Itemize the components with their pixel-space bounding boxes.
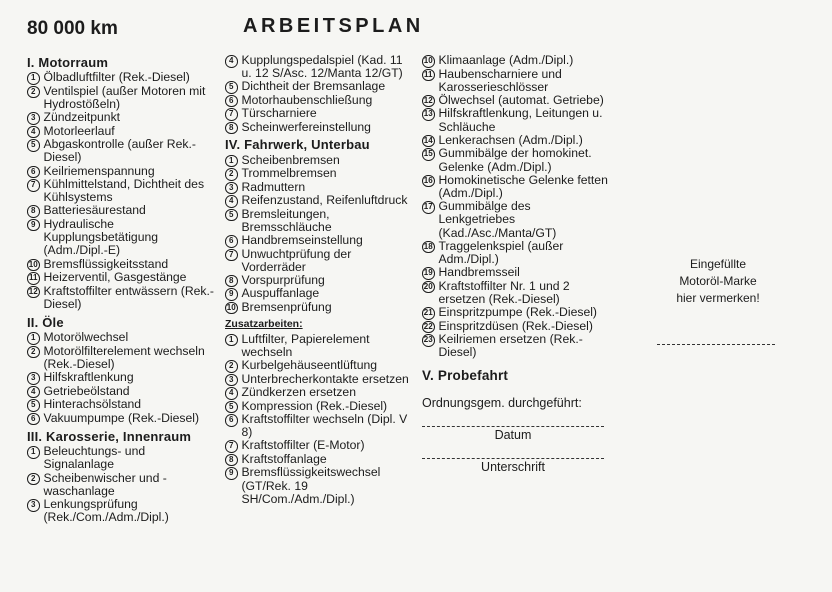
list-item — [27, 85, 217, 111]
list-item — [225, 439, 412, 453]
list-item — [225, 386, 412, 400]
item-number: 14 — [422, 135, 435, 148]
item-text: Kraftstoffilter entwässern (Rek.-Diesel) — [43, 283, 214, 311]
list-item — [422, 333, 608, 359]
item-text: Traggelenkspiel (außer Adm./Dipl.) — [438, 238, 564, 266]
item-number: 2 — [27, 473, 40, 486]
oil-note-line-1: Eingefüllte — [689, 257, 747, 271]
item-number: 10 — [422, 55, 435, 68]
item-number: 8 — [225, 454, 238, 467]
list-item — [225, 80, 412, 94]
item-text: Radmuttern — [241, 179, 306, 194]
item-number: 6 — [27, 413, 40, 426]
item-text: Einspritzdüsen (Rek.-Diesel) — [438, 318, 593, 333]
item-number: 11 — [422, 69, 435, 82]
item-number: 19 — [422, 267, 435, 280]
list-item — [225, 453, 412, 467]
item-text: Dichtheit der Bremsanlage — [241, 79, 386, 94]
list-item — [422, 240, 608, 266]
list-item — [27, 412, 217, 426]
item-text: Kurbelgehäuseentlüftung — [241, 358, 378, 373]
signature-caption: Unterschrift — [481, 460, 545, 475]
item-number: 11 — [27, 272, 40, 285]
list-karosserie-cont — [225, 54, 412, 134]
list-item — [225, 287, 412, 301]
item-number: 5 — [225, 401, 238, 414]
item-text: Kraftstoffilter (E-Motor) — [241, 438, 365, 453]
list-item — [225, 248, 412, 274]
list-item — [225, 333, 412, 359]
item-number: 4 — [225, 195, 238, 208]
list-item — [27, 218, 217, 258]
list-item — [422, 200, 608, 240]
list-item — [27, 125, 217, 139]
list-item — [225, 194, 412, 208]
item-text: Motorleerlauf — [43, 123, 115, 138]
list-item — [225, 54, 412, 80]
item-number: 2 — [27, 86, 40, 99]
list-item — [27, 398, 217, 412]
item-text: Zündkerzen ersetzen — [241, 385, 356, 400]
section-heading-zusatzarbeiten: Zusatzarbeiten: — [225, 318, 303, 331]
section-heading-oele: II. Öle — [27, 314, 64, 330]
item-text: Vakuumpumpe (Rek.-Diesel) — [43, 410, 200, 425]
list-item — [422, 320, 608, 334]
item-number: 5 — [27, 399, 40, 412]
item-text: Motorhaubenschließung — [241, 92, 373, 107]
item-text: Lenkungsprüfung (Rek./Com./Adm./Dipl.) — [43, 497, 169, 525]
item-number: 5 — [27, 139, 40, 152]
oil-note-line-2: Motoröl-Marke — [679, 274, 757, 288]
item-text: Kraftstoffilter wechseln (Dipl. V 8) — [241, 412, 408, 440]
item-number: 20 — [422, 281, 435, 294]
item-number: 13 — [422, 108, 435, 121]
item-number: 10 — [225, 302, 238, 315]
list-item — [27, 445, 217, 471]
list-item — [225, 413, 412, 439]
item-text: Heizerventil, Gasgestänge — [43, 270, 187, 285]
list-item — [225, 181, 412, 195]
signature-line — [422, 458, 604, 459]
item-text: Keilriemen ersetzen (Rek.-Diesel) — [438, 332, 583, 360]
item-text: Trommelbremsen — [241, 166, 337, 181]
list-item — [225, 154, 412, 168]
column-2 — [225, 54, 412, 506]
item-number: 4 — [225, 387, 238, 400]
item-number: 7 — [27, 179, 40, 192]
item-number: 1 — [225, 155, 238, 168]
item-text: Einspritzpumpe (Rek.-Diesel) — [438, 305, 597, 320]
item-number: 3 — [225, 182, 238, 195]
item-text: Reifenzustand, Reifenluftdruck — [241, 193, 408, 208]
list-item — [225, 208, 412, 234]
item-number: 2 — [225, 168, 238, 181]
item-number: 3 — [27, 112, 40, 125]
date-line — [422, 426, 604, 427]
item-number: 8 — [225, 275, 238, 288]
list-item — [27, 178, 217, 204]
list-item — [422, 54, 608, 68]
list-item — [225, 234, 412, 248]
item-number: 2 — [27, 346, 40, 359]
list-item — [225, 107, 412, 121]
item-number: 12 — [422, 95, 435, 108]
list-item — [27, 71, 217, 85]
item-text: Abgaskontrolle (außer Rek.-Diesel) — [43, 137, 196, 165]
list-zusatzarbeiten — [225, 333, 412, 506]
item-number: 6 — [27, 166, 40, 179]
item-number: 9 — [27, 219, 40, 232]
item-number: 18 — [422, 241, 435, 254]
oil-brand-note — [658, 256, 778, 307]
item-text: Türscharniere — [241, 106, 317, 121]
date-caption: Datum — [494, 427, 532, 442]
list-item — [27, 204, 217, 218]
list-item — [27, 371, 217, 385]
oil-note-line-3: hier vermerken! — [676, 291, 760, 305]
column-3 — [422, 54, 608, 474]
item-number: 7 — [225, 440, 238, 453]
item-number: 9 — [225, 288, 238, 301]
list-karosserie — [27, 445, 217, 524]
item-number: 3 — [27, 372, 40, 385]
list-item — [27, 472, 217, 498]
item-text: Unterbrecherkontakte ersetzen — [241, 371, 409, 386]
mileage-heading: 80 000 km — [27, 18, 118, 39]
item-number: 10 — [27, 259, 40, 272]
list-oele — [27, 331, 217, 425]
list-item — [422, 306, 608, 320]
item-number: 23 — [422, 334, 435, 347]
column-1 — [27, 54, 217, 524]
item-text: Unwuchtprüfung der Vorderräder — [241, 246, 352, 274]
item-number: 16 — [422, 175, 435, 188]
item-number: 4 — [225, 55, 238, 68]
item-text: Motorölwechsel — [43, 330, 129, 345]
item-text: Keilriemenspannung — [43, 163, 155, 178]
item-text: Lenkerachsen (Adm./Dipl.) — [438, 132, 583, 147]
item-text: Bremsflüssigkeitsstand — [43, 256, 169, 271]
list-item — [27, 285, 217, 311]
item-text: Kraftstoffilter Nr. 1 und 2 ersetzen (Rek.-Diesel) — [438, 278, 570, 306]
item-text: Handbremsseil — [438, 265, 520, 280]
list-item — [422, 94, 608, 108]
item-number: 4 — [27, 386, 40, 399]
list-item — [422, 107, 608, 133]
item-text: Ölwechsel (automat. Getriebe) — [438, 92, 604, 107]
item-text: Hilfskraftlenkung, Leitungen u. Schläuche — [438, 106, 603, 134]
list-fahrwerk — [225, 154, 412, 315]
item-number: 5 — [225, 81, 238, 94]
item-number: 7 — [225, 249, 238, 262]
item-text: Motorölfilterelement wechseln (Rek.-Diesel) — [43, 343, 205, 371]
list-item — [27, 165, 217, 179]
item-number: 5 — [225, 209, 238, 222]
item-text: Hinterachsölstand — [43, 397, 142, 412]
item-text: Scheinwerfereinstellung — [241, 119, 371, 134]
item-text: Hilfskraftlenkung — [43, 370, 134, 385]
list-item — [27, 331, 217, 345]
item-number: 4 — [27, 126, 40, 139]
list-item — [27, 138, 217, 164]
item-text: Scheibenwischer und -waschanlage — [43, 470, 167, 498]
section-heading-motorraum: I. Motorraum — [27, 55, 109, 70]
list-item — [225, 301, 412, 315]
item-number: 21 — [422, 307, 435, 320]
page-title: ARBEITSPLAN — [243, 15, 424, 37]
item-text: Bremsenprüfung — [241, 299, 332, 314]
list-motorraum — [27, 71, 217, 311]
item-text: Getriebeölstand — [43, 383, 130, 398]
item-number: 8 — [27, 205, 40, 218]
item-number: 15 — [422, 148, 435, 161]
item-text: Ventilspiel (außer Motoren mit Hydrostößeln) — [43, 83, 206, 111]
item-number: 1 — [27, 332, 40, 345]
list-item — [225, 466, 412, 506]
item-text: Ölbadluftfilter (Rek.-Diesel) — [43, 70, 190, 85]
sign-label: Ordnungsgem. durchgeführt: — [422, 395, 582, 410]
list-item — [225, 94, 412, 108]
list-item — [225, 359, 412, 373]
list-item — [422, 174, 608, 200]
item-text: Zündzeitpunkt — [43, 110, 121, 125]
item-text: Kupplungspedalspiel (Kad. 11 u. 12 S/Asc. 12/Manta 12/GT) — [241, 53, 403, 81]
section-heading-karosserie: III. Karosserie, Innenraum — [27, 429, 192, 445]
item-text: Scheibenbremsen — [241, 152, 340, 167]
list-item — [225, 400, 412, 414]
item-number: 22 — [422, 321, 435, 334]
item-text: Hydraulische Kupplungsbetätigung (Adm./Dipl.-E) — [43, 216, 159, 258]
item-number: 2 — [225, 360, 238, 373]
item-text: Luftfilter, Papierelement wechseln — [241, 331, 370, 359]
list-item — [225, 373, 412, 387]
list-item — [27, 498, 217, 524]
list-item — [27, 385, 217, 399]
list-item — [422, 147, 608, 173]
list-item — [422, 134, 608, 148]
list-item — [422, 280, 608, 306]
section-heading-fahrwerk: IV. Fahrwerk, Unterbau — [225, 137, 370, 153]
item-number: 9 — [225, 467, 238, 480]
item-number: 1 — [27, 72, 40, 85]
section-heading-probefahrt: V. Probefahrt — [422, 368, 509, 384]
item-text: Handbremseinstellung — [241, 233, 363, 248]
item-text: Haubenscharniere und Karosserieschlösser — [438, 66, 562, 94]
list-item — [422, 266, 608, 280]
item-number: 3 — [225, 374, 238, 387]
list-item — [422, 68, 608, 94]
list-item — [27, 258, 217, 272]
item-text: Bremsleitungen, Bremsschläuche — [241, 206, 332, 234]
item-number: 3 — [27, 499, 40, 512]
item-text: Bremsflüssigkeitswechsel (GT/Rek. 19 SH/Com./Adm./Dipl.) — [241, 465, 381, 506]
list-zusatzarbeiten-cont — [422, 54, 608, 359]
item-text: Kühlmittelstand, Dichtheit des Kühlsystems — [43, 177, 205, 205]
item-number: 7 — [225, 108, 238, 121]
item-text: Klimaanlage (Adm./Dipl.) — [438, 53, 574, 67]
oil-brand-line — [657, 344, 775, 345]
item-text: Beleuchtungs- und Signalanlage — [43, 444, 146, 472]
item-number: 8 — [225, 122, 238, 135]
item-text: Gummibälge der homokinet. Gelenke (Adm./Dipl.) — [438, 146, 592, 174]
item-number: 1 — [27, 446, 40, 459]
item-text: Batteriesäurestand — [43, 203, 146, 218]
list-item — [225, 167, 412, 181]
item-number: 6 — [225, 235, 238, 248]
item-text: Gummibälge des Lenkgetriebes (Kad./Asc./Manta/GT) — [438, 199, 557, 240]
item-number: 12 — [27, 286, 40, 299]
list-item — [27, 111, 217, 125]
list-item — [27, 271, 217, 285]
item-text: Vorspurprüfung — [241, 272, 325, 287]
item-number: 1 — [225, 334, 238, 347]
item-number: 6 — [225, 95, 238, 108]
list-item — [225, 274, 412, 288]
item-text: Auspuffanlage — [241, 286, 320, 301]
item-text: Homokinetische Gelenke fetten (Adm./Dipl.) — [438, 172, 608, 200]
item-text: Kraftstoffanlage — [241, 451, 327, 466]
item-number: 6 — [225, 414, 238, 427]
item-number: 17 — [422, 201, 435, 214]
list-item — [225, 121, 412, 135]
item-text: Kompression (Rek.-Diesel) — [241, 398, 388, 413]
list-item — [27, 345, 217, 371]
